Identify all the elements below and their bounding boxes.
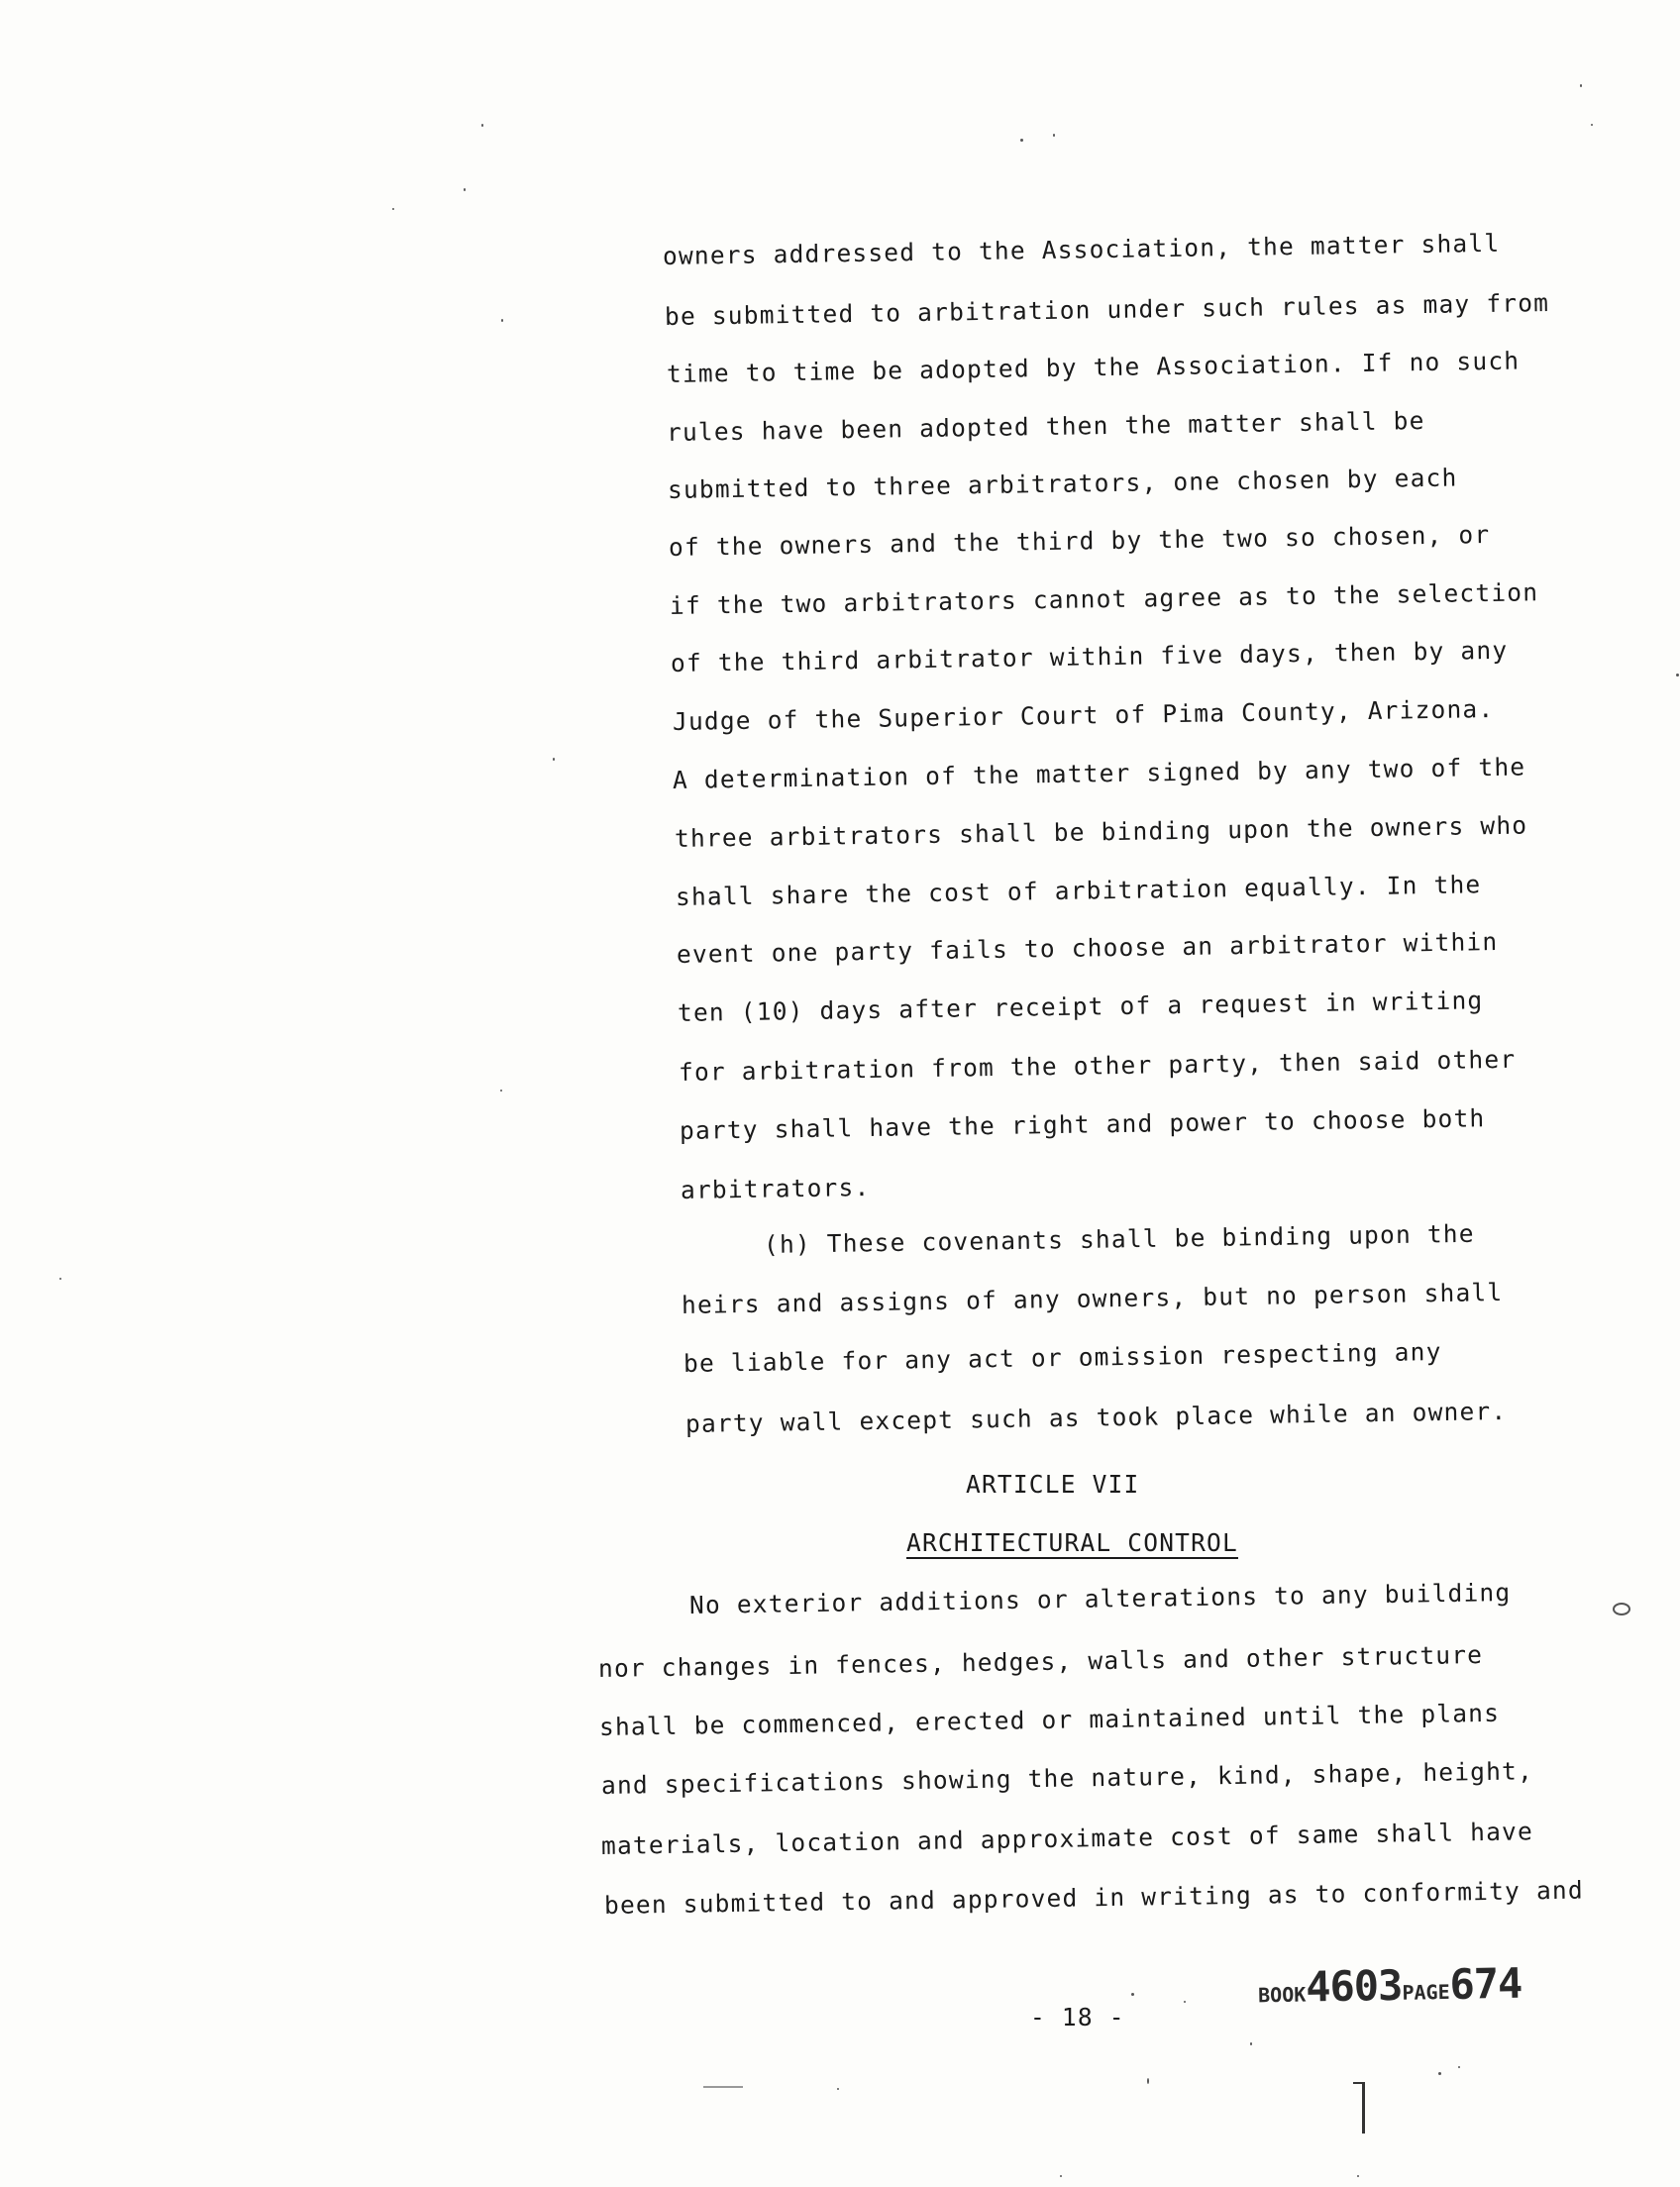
body-line: be liable for any act or omission respecting any: [682, 1336, 1442, 1378]
scan-speck: [703, 2086, 743, 2088]
body-line: arbitrators.: [680, 1172, 871, 1204]
body-line: submitted to three arbitrators, one chosen by each: [667, 463, 1458, 504]
article-line: No exterior additions or alterations to any building: [688, 1577, 1512, 1619]
body-line: (h) These covenants shall be binding upon the: [763, 1218, 1475, 1259]
scan-speck: [1676, 674, 1679, 677]
body-line: Judge of the Superior Court of Pima County, Arizona.: [672, 693, 1495, 736]
body-line: of the owners and the third by the two so chosen, or: [668, 519, 1491, 562]
body-line: ten (10) days after receipt of a request in writing: [677, 986, 1484, 1027]
scan-mark: [1353, 2082, 1363, 2084]
body-line: event one party fails to choose an arbitrator within: [676, 926, 1499, 969]
body-line: three arbitrators shall be binding upon the owners who: [674, 810, 1528, 853]
scan-speck: [553, 758, 555, 761]
page-number: - 18 -: [1030, 2003, 1125, 2031]
article-line: materials, location and approximate cost of same shall have: [600, 1817, 1534, 1860]
body-line: owners addressed to the Association, the matter shall: [662, 228, 1501, 270]
scan-mark: [1362, 2082, 1365, 2134]
scan-speck: [1147, 2078, 1149, 2084]
scan-speck: [501, 319, 503, 322]
scan-speck: [1357, 2175, 1359, 2177]
scan-speck: [1131, 1993, 1134, 1996]
scan-speck: [59, 1278, 61, 1280]
recording-stamp: [1258, 1959, 1522, 2013]
body-line: party wall except such as took place while an owner.: [684, 1396, 1508, 1438]
stamp-page-number: 674: [1449, 1958, 1522, 2009]
scan-speck: [481, 124, 483, 127]
body-line: if the two arbitrators cannot agree as to the selection: [669, 577, 1539, 620]
scan-speck: [1250, 2042, 1252, 2045]
scan-speck: [500, 1090, 502, 1092]
scan-speck: [1060, 2175, 1062, 2177]
article-line: shall be commenced, erected or maintained until the plans: [598, 1698, 1501, 1741]
body-line: time to time be adopted by the Association. If no such: [666, 346, 1521, 388]
stamp-page-label: PAGE: [1402, 1979, 1450, 2005]
stamp-book-label: BOOK: [1257, 1982, 1307, 2008]
scan-speck: [1053, 134, 1055, 137]
body-line: rules have been adopted then the matter shall be: [666, 405, 1425, 447]
scan-speck: [464, 188, 466, 191]
scan-speck: [392, 208, 394, 210]
body-line: party shall have the right and power to choose both: [679, 1103, 1486, 1145]
scan-speck: [1580, 84, 1582, 87]
scan-speck: [1458, 2066, 1460, 2068]
scan-speck: [1438, 2072, 1441, 2075]
scan-speck: [1184, 2001, 1186, 2003]
scan-speck: [1591, 124, 1593, 126]
scan-speck: [1020, 139, 1023, 142]
body-line: for arbitration from the other party, then said other: [678, 1044, 1517, 1087]
scan-speck: [837, 2088, 839, 2090]
body-line: of the third arbitrator within five days, then by any: [670, 635, 1509, 677]
article-title: ARCHITECTURAL CONTROL: [906, 1528, 1238, 1557]
body-line: A determination of the matter signed by any two of the: [672, 752, 1526, 794]
article-number: ARTICLE VII: [966, 1470, 1140, 1499]
article-line: and specifications showing the nature, kind, shape, height,: [600, 1756, 1534, 1800]
body-line: be submitted to arbitration under such rules as may from: [664, 287, 1550, 331]
article-line: been submitted to and approved in writing as to conformity and: [603, 1875, 1585, 1920]
body-line: heirs and assigns of any owners, but no person shall: [681, 1277, 1504, 1319]
article-line: nor changes in fences, hedges, walls and other structure: [597, 1639, 1484, 1683]
stamp-book-number: 4603: [1305, 1960, 1403, 2012]
scan-speck: [1613, 1603, 1630, 1615]
body-line: shall share the cost of arbitration equally. In the: [675, 870, 1482, 911]
